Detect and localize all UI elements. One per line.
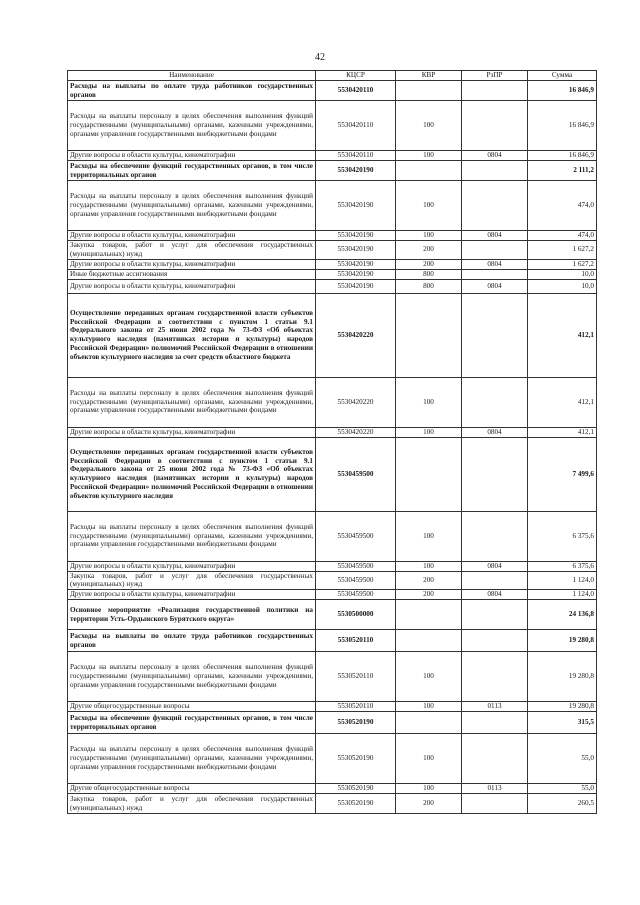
cell-sum: 412,1 [528,427,597,437]
table-row [68,712,597,734]
cell-kcsr: 5530420190 [316,161,396,181]
cell-rzpr: 0113 [462,784,528,794]
cell-name: Расходы на обеспечение функций государственных органов, в том числе территориальных органов [68,712,316,734]
cell-sum: 474,0 [528,181,597,231]
table-row [68,561,597,571]
table-row [68,734,597,784]
cell-sum: 260,5 [528,794,597,814]
table-row [68,269,597,279]
cell-kcsr: 5530520190 [316,794,396,814]
cell-kvr: 100 [396,427,462,437]
table-row [68,161,597,181]
cell-rzpr [462,734,528,784]
cell-sum: 412,1 [528,293,597,377]
cell-name: Расходы на выплаты по оплате труда работников государственных органов [68,630,316,652]
cell-name: Расходы на обеспечение функций государственных органов, в том числе территориальных органов [68,161,316,181]
cell-kvr: 100 [396,511,462,561]
cell-kvr: 100 [396,151,462,161]
cell-kvr: 200 [396,259,462,269]
cell-rzpr [462,181,528,231]
cell-name: Другие вопросы в области культуры, кинематографии [68,590,316,600]
cell-kcsr: 5530420190 [316,241,396,260]
cell-kcsr: 5530459500 [316,571,396,590]
cell-sum: 1 124,0 [528,571,597,590]
cell-name: Другие вопросы в области культуры, кинематографии [68,259,316,269]
cell-kvr [396,630,462,652]
column-header-sum: Сумма [528,71,597,81]
cell-kcsr: 5530420110 [316,151,396,161]
cell-rzpr [462,794,528,814]
cell-kcsr: 5530420190 [316,259,396,269]
cell-kcsr: 5530500000 [316,600,396,630]
cell-rzpr [462,437,528,511]
cell-kcsr: 5530520190 [316,734,396,784]
cell-rzpr: 0804 [462,151,528,161]
cell-kvr [396,600,462,630]
cell-kvr: 200 [396,241,462,260]
cell-name: Осуществление переданных органам государственной власти субъектов Российской Федерации в соответствии с пунктом 1 статьи 9.1 Федерального закона от 25 июня 2002 года № 73-ФЗ «Об объектах культурного наследия (памятниках истории и культуры) народов Российской Федерации» полномочий Российской Федерации в отношении объектов культурного наследия за счет средств областного бюджета [68,293,316,377]
cell-kvr: 100 [396,101,462,151]
table-row [68,600,597,630]
column-header-name: Наименование [68,71,316,81]
column-header-rzpr: РзПР [462,71,528,81]
cell-name: Расходы на выплаты персоналу в целях обеспечения выполнения функций государственными (муниципальными) органами, казенными учреждениями, органами управления государственными внебюджетными фондами [68,511,316,561]
cell-name: Расходы на выплаты персоналу в целях обеспечения выполнения функций государственными (муниципальными) органами, казенными учреждениями, органами управления государственными внебюджетными фондами [68,101,316,151]
cell-kvr: 200 [396,794,462,814]
cell-name: Расходы на выплаты персоналу в целях обеспечения выполнения функций государственными (муниципальными) органами, казенными учреждениями, органами управления государственными внебюджетными фондами [68,181,316,231]
table-row [68,437,597,511]
cell-kvr: 100 [396,181,462,231]
page-number: 42 [315,52,325,63]
cell-rzpr [462,293,528,377]
cell-kcsr: 5530520190 [316,784,396,794]
cell-kvr [396,81,462,101]
cell-kvr: 800 [396,279,462,293]
cell-rzpr [462,600,528,630]
cell-sum: 412,1 [528,377,597,427]
cell-rzpr: 0804 [462,590,528,600]
cell-rzpr: 0804 [462,279,528,293]
cell-name: Другие вопросы в области культуры, кинематографии [68,561,316,571]
cell-name: Закупка товаров, работ и услуг для обеспечения государственных (муниципальных) нужд [68,794,316,814]
cell-kvr [396,437,462,511]
cell-sum: 55,0 [528,734,597,784]
cell-rzpr: 0804 [462,427,528,437]
column-header-kvr: КВР [396,71,462,81]
cell-sum: 10,0 [528,279,597,293]
cell-rzpr: 0804 [462,561,528,571]
cell-kvr [396,161,462,181]
cell-kcsr: 5530520110 [316,702,396,712]
cell-sum: 474,0 [528,231,597,241]
table-row [68,81,597,101]
cell-name: Другие общегосударственные вопросы [68,702,316,712]
cell-rzpr [462,241,528,260]
cell-rzpr: 0804 [462,259,528,269]
table-row [68,630,597,652]
cell-sum: 315,5 [528,712,597,734]
table-row [68,427,597,437]
cell-kcsr: 5530459500 [316,561,396,571]
cell-sum: 19 280,8 [528,702,597,712]
cell-sum: 6 375,6 [528,511,597,561]
cell-rzpr [462,511,528,561]
cell-kvr [396,293,462,377]
cell-sum: 16 846,9 [528,101,597,151]
cell-name: Основное мероприятие «Реализация государственной политики на территории Усть-Ордынского Бурятского округа» [68,600,316,630]
table-row [68,511,597,561]
cell-kcsr: 5530520190 [316,712,396,734]
table-body [68,81,597,814]
cell-name: Расходы на выплаты персоналу в целях обеспечения выполнения функций государственными (муниципальными) органами, казенными учреждениями, органами управления государственными внебюджетными фондами [68,652,316,702]
cell-sum: 2 111,2 [528,161,597,181]
cell-kcsr: 5530420110 [316,81,396,101]
cell-rzpr: 0113 [462,702,528,712]
cell-name: Осуществление переданных органам государственной власти субъектов Российской Федерации в соответствии с пунктом 1 статьи 9.1 Федерального закона от 25 июня 2002 года № 73-ФЗ «Об объектах культурного наследия (памятниках истории и культуры) народов Российской Федерации» полномочий Российской Федерации в отношении объектов культурного наследия [68,437,316,511]
table-row [68,279,597,293]
cell-kcsr: 5530420190 [316,269,396,279]
cell-sum: 24 136,8 [528,600,597,630]
cell-kvr: 100 [396,231,462,241]
budget-table [67,70,597,814]
cell-sum: 1 627,2 [528,259,597,269]
table-row [68,652,597,702]
cell-name: Другие вопросы в области культуры, кинематографии [68,427,316,437]
cell-sum: 19 280,8 [528,652,597,702]
cell-rzpr [462,101,528,151]
table-row [68,241,597,260]
cell-kcsr: 5530420190 [316,279,396,293]
cell-kvr: 200 [396,590,462,600]
cell-rzpr [462,377,528,427]
cell-sum: 1 627,2 [528,241,597,260]
cell-rzpr [462,630,528,652]
cell-sum: 10,0 [528,269,597,279]
table-row [68,794,597,814]
cell-kvr: 800 [396,269,462,279]
cell-kvr [396,712,462,734]
cell-kvr: 100 [396,561,462,571]
cell-kcsr: 5530459500 [316,590,396,600]
cell-rzpr [462,269,528,279]
cell-kcsr: 5530420110 [316,101,396,151]
table-header-row [68,71,597,81]
cell-kvr: 100 [396,702,462,712]
table-row [68,151,597,161]
cell-sum: 19 280,8 [528,630,597,652]
cell-rzpr: 0804 [462,231,528,241]
table-row [68,377,597,427]
cell-sum: 55,0 [528,784,597,794]
cell-kcsr: 5530520110 [316,630,396,652]
column-header-kcsr: КЦСР [316,71,396,81]
cell-rzpr [462,161,528,181]
table-row [68,259,597,269]
cell-sum: 1 124,0 [528,590,597,600]
cell-kcsr: 5530459500 [316,511,396,561]
table-row [68,101,597,151]
cell-name: Расходы на выплаты персоналу в целях обеспечения выполнения функций государственными (муниципальными) органами, казенными учреждениями, органами управления государственными внебюджетными фондами [68,377,316,427]
cell-rzpr [462,652,528,702]
cell-name: Закупка товаров, работ и услуг для обеспечения государственных (муниципальных) нужд [68,241,316,260]
table-row [68,784,597,794]
cell-kvr: 100 [396,734,462,784]
cell-kvr: 100 [396,784,462,794]
table-row [68,590,597,600]
cell-rzpr [462,712,528,734]
cell-kvr: 100 [396,377,462,427]
table-row [68,231,597,241]
table-row [68,571,597,590]
cell-name: Другие вопросы в области культуры, кинематографии [68,151,316,161]
cell-name: Другие вопросы в области культуры, кинематографии [68,279,316,293]
table-row [68,702,597,712]
cell-name: Иные бюджетные ассигнования [68,269,316,279]
cell-kcsr: 5530459500 [316,437,396,511]
cell-kcsr: 5530420220 [316,377,396,427]
cell-sum: 16 846,9 [528,81,597,101]
cell-name: Расходы на выплаты персоналу в целях обеспечения выполнения функций государственными (муниципальными) органами, казенными учреждениями, органами управления государственными внебюджетными фондами [68,734,316,784]
cell-name: Другие общегосударственные вопросы [68,784,316,794]
cell-kvr: 200 [396,571,462,590]
cell-sum: 6 375,6 [528,561,597,571]
cell-kcsr: 5530420190 [316,231,396,241]
table-row [68,293,597,377]
cell-kvr: 100 [396,652,462,702]
cell-kcsr: 5530420220 [316,293,396,377]
cell-kcsr: 5530420220 [316,427,396,437]
cell-rzpr [462,81,528,101]
cell-name: Другие вопросы в области культуры, кинематографии [68,231,316,241]
cell-kcsr: 5530520110 [316,652,396,702]
cell-name: Расходы на выплаты по оплате труда работников государственных органов [68,81,316,101]
cell-kcsr: 5530420190 [316,181,396,231]
table-row [68,181,597,231]
cell-sum: 16 846,9 [528,151,597,161]
cell-name: Закупка товаров, работ и услуг для обеспечения государственных (муниципальных) нужд [68,571,316,590]
cell-rzpr [462,571,528,590]
cell-sum: 7 499,6 [528,437,597,511]
